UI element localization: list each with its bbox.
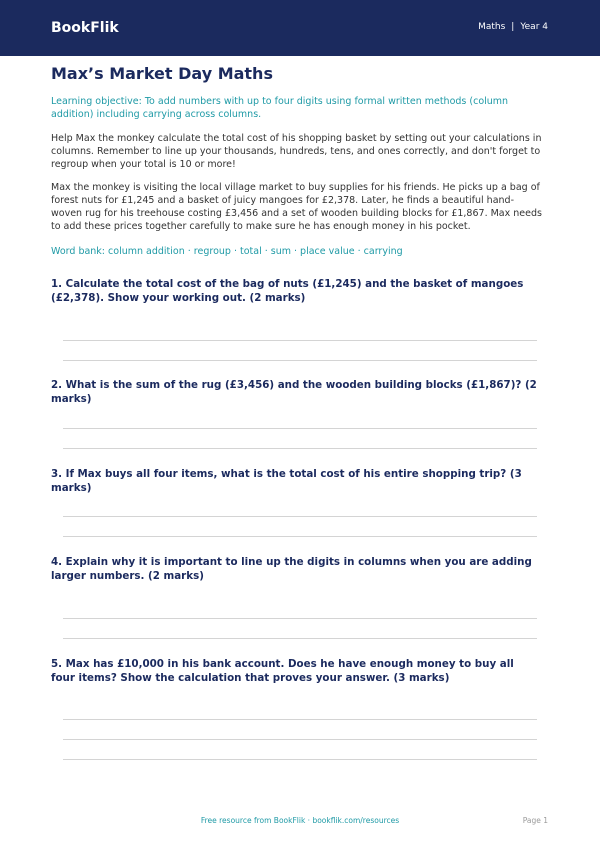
year-label: Year 4 — [520, 22, 548, 32]
story-paragraph: Max the monkey is visiting the local village market to buy supplies for his friends. He picks up a bag of forest nuts for £1,245 and a basket of juicy mangoes for £2,378. Later, he finds a beautiful hand-woven rug for his treehouse costing £3,456 and a set of wooden building blocks for £1,867. Max needs to add these prices together carefully to make sure he has enough money in his pocket. — [51, 182, 542, 232]
answer-line[interactable] — [63, 739, 537, 740]
learning-objective: Learning objective: To add numbers with up to four digits using formal written methods (column addition) including carrying across columns. — [51, 96, 509, 120]
answer-line[interactable] — [63, 448, 537, 449]
brand-logo-text[interactable]: BookFlik — [51, 20, 119, 36]
header-bar — [0, 0, 600, 56]
word-bank: Word bank: column addition · regroup · total · sum · place value · carrying — [51, 246, 403, 257]
answer-line[interactable] — [63, 618, 537, 619]
meta-separator: | — [511, 22, 515, 32]
answer-line[interactable] — [63, 428, 537, 429]
answer-line[interactable] — [63, 719, 537, 720]
page-title: Max’s Market Day Maths — [51, 64, 273, 83]
question-5: 5. Max has £10,000 in his bank account. Does he have enough money to buy all four items? Show the calculation that proves your answer. (3 marks) — [51, 658, 514, 684]
answer-line[interactable] — [63, 360, 537, 361]
answer-line[interactable] — [63, 638, 537, 639]
page-number: Page 1 — [522, 816, 548, 825]
question-3: 3. If Max buys all four items, what is the total cost of his entire shopping trip? (3 marks) — [51, 468, 522, 494]
answer-line[interactable] — [63, 536, 537, 537]
subject-label: Maths — [478, 22, 506, 32]
subject-meta — [478, 22, 548, 32]
instructions-paragraph: Help Max the monkey calculate the total cost of his shopping basket by setting out your calculations in columns. Remember to line up your thousands, hundreds, tens, and ones correctly, and don't forget to regroup when your total is 10 or more! — [51, 133, 542, 170]
answer-line[interactable] — [63, 340, 537, 341]
question-1: 1. Calculate the total cost of the bag of nuts (£1,245) and the basket of mangoes (£2,378). Show your working out. (2 marks) — [51, 278, 524, 304]
answer-line[interactable] — [63, 759, 537, 760]
answer-line[interactable] — [63, 516, 537, 517]
footer-credit[interactable]: Free resource from BookFlik · bookflik.com/resources — [200, 816, 400, 825]
question-2: 2. What is the sum of the rug (£3,456) and the wooden building blocks (£1,867)? (2 marks) — [51, 379, 537, 405]
question-4: 4. Explain why it is important to line up the digits in columns when you are adding larger numbers. (2 marks) — [51, 556, 532, 582]
